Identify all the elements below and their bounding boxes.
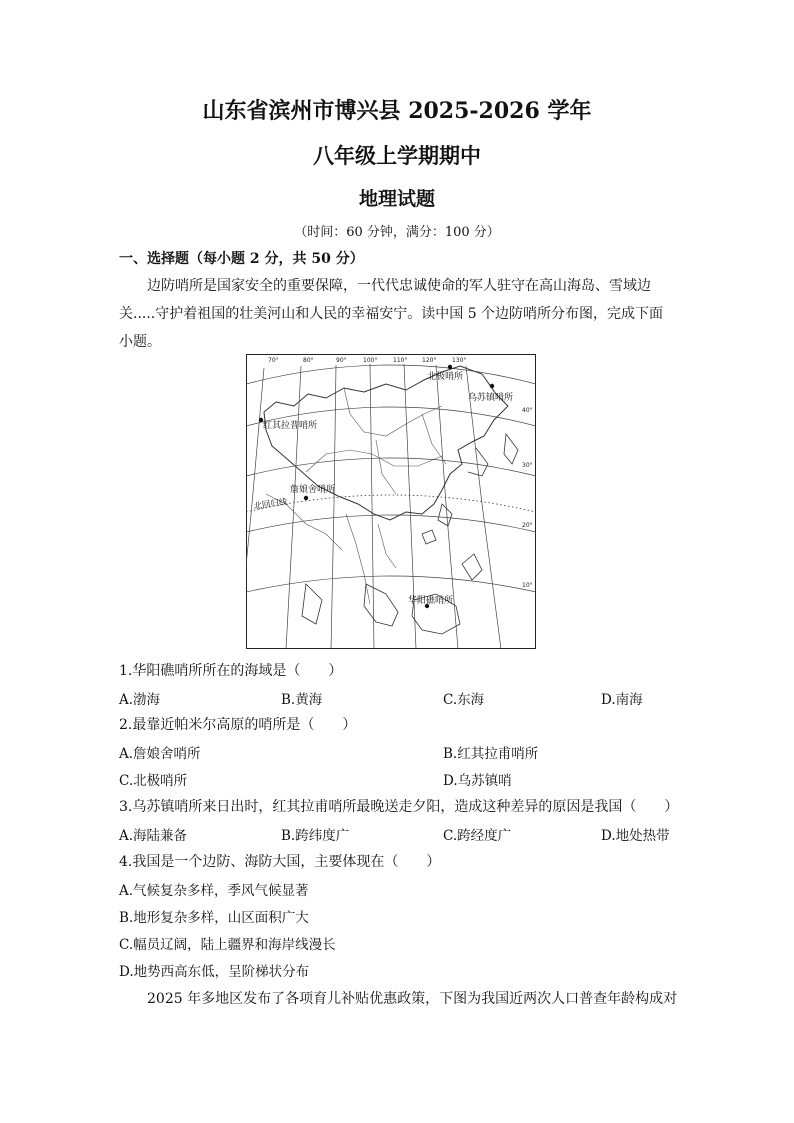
next-passage-line: 2025 年多地区发布了各项育儿补贴优惠政策，下图为我国近两次人口普查年龄构成对 [147,991,678,1007]
intro-line-3: 小题。 [119,334,161,350]
intro-line-1: 边防哨所是国家安全的重要保障，一代代忠诚使命的军人驻守在高山海岛、雪域边 [147,278,651,294]
lon-label: 110° [393,357,408,364]
post-label-beiji: 北极哨所 [427,372,464,382]
post-marker-beiji [448,365,452,369]
q2-option-d: D.乌苏镇哨 [443,773,512,789]
post-label-zhanniangshe: 詹娘舍哨所 [290,485,336,495]
doc-title-line1: 山东省滨州市博兴县 2025-2026 学年 [202,98,592,124]
lat-label: 10° [522,582,533,589]
q3-option-d: D.地处热带 [601,828,670,844]
q2-option-a: A.詹娘舍哨所 [119,746,201,762]
post-label-hongqilapu: 红其拉普哨所 [263,421,318,431]
q3-option-c: C.跨经度广 [443,828,512,844]
question-1: 1.华阳礁哨所所在的海域是（ ） [119,663,343,679]
exam-time-info: （时间：60 分钟，满分：100 分） [294,225,500,240]
q1-option-c: C.东海 [443,692,485,708]
post-label-huayangjiao: 华阳礁哨所 [408,596,454,606]
lon-label: 90° [336,357,347,364]
border-posts-map [246,354,536,649]
question-2: 2.最靠近帕米尔高原的哨所是（ ） [119,717,357,733]
q3-option-a: A.海陆兼备 [119,828,188,844]
q4-option-a: A.气候复杂多样，季风气候显著 [119,883,309,899]
q2-option-b: B.红其拉甫哨所 [443,746,539,762]
doc-title-line2: 八年级上学期期中 [313,143,481,168]
tropic-label: 北回归线 [253,497,289,512]
section-heading: 一、选择题（每小题 2 分，共 50 分） [119,251,364,267]
lon-label: 80° [303,357,314,364]
lon-label: 70° [268,357,279,364]
lon-label: 120° [422,357,437,364]
lat-label: 30° [522,462,533,469]
q1-option-a: A.渤海 [119,692,161,708]
q3-option-b: B.跨纬度广 [281,828,350,844]
lat-label: 40° [522,407,533,414]
q1-option-b: B.黄海 [281,692,323,708]
q2-option-c: C.北极哨所 [119,773,188,789]
q4-option-d: D.地势西高东低，呈阶梯状分布 [119,964,310,980]
post-marker-zhanniangshe [304,496,308,500]
post-marker-wusuzhen [490,384,494,388]
doc-title-line3: 地理试题 [358,188,435,210]
question-4: 4.我国是一个边防、海防大国，主要体现在（ ） [119,854,441,870]
q4-option-b: B.地形复杂多样，山区面积广大 [119,910,309,926]
q1-option-d: D.南海 [601,692,643,708]
question-3: 3.乌苏镇哨所来日出时，红其拉甫哨所最晚送走夕阳，造成这种差异的原因是我国（ ） [119,799,679,815]
intro-line-2: 关.....守护着祖国的壮美河山和人民的幸福安宁。读中国 5 个边防哨所分布图，完成下面 [119,306,664,322]
lon-label: 130° [452,357,467,364]
lat-label: 20° [522,522,533,529]
lon-label: 100° [363,357,378,364]
q4-option-c: C.幅员辽阔，陆上疆界和海岸线漫长 [119,937,336,953]
post-label-wusuzhen: 乌苏镇哨所 [468,393,514,403]
